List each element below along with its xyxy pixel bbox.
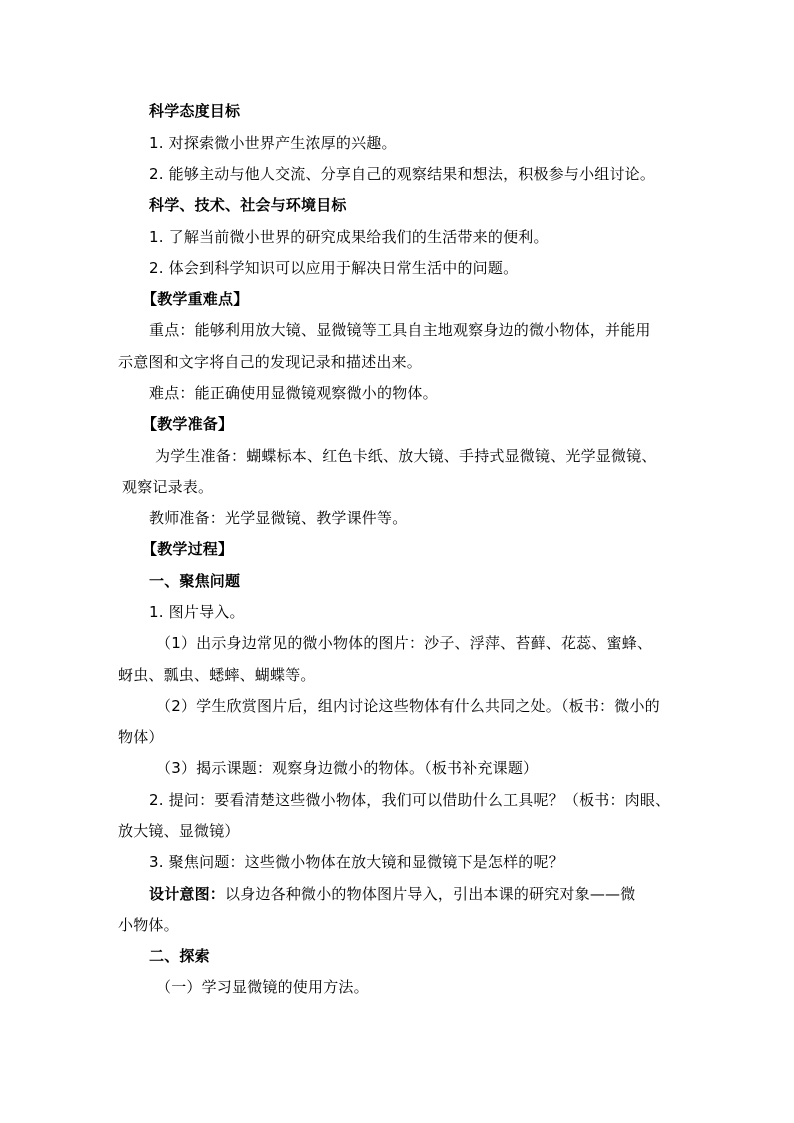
paragraph-line: （2）学生欣赏图片后，组内讨论这些物体有什么共同之处。（板书：微小的: [156, 697, 660, 715]
section-heading-sts: 科学、技术、社会与环境目标: [149, 196, 347, 214]
paragraph-line: 小物体。: [118, 916, 179, 934]
paragraph-line: 难点：能正确使用显微镜观察微小的物体。: [149, 384, 438, 402]
paragraph-line: 2. 体会到科学知识可以应用于解决日常生活中的问题。: [149, 259, 519, 277]
design-intent-label: 设计意图：: [149, 885, 226, 903]
paragraph-line: 1. 图片导入。: [149, 603, 245, 621]
paragraph-line: 观察记录表。: [122, 478, 214, 496]
paragraph-line: 3. 聚焦问题：这些微小物体在放大镜和显微镜下是怎样的呢？: [149, 853, 564, 871]
paragraph-line: 重点：能够利用放大镜、显微镜等工具自主地观察身边的微小物体，并能用: [149, 321, 651, 339]
section-heading-preparation: 【教学准备】: [142, 415, 234, 433]
paragraph-line: 2. 提问：要看清楚这些微小物体，我们可以借助什么工具呢？（板书：肉眼、: [149, 791, 671, 809]
paragraph-line: 放大镜、显微镜）: [118, 822, 240, 840]
design-intent-line: [149, 884, 635, 904]
paragraph-line: 教师准备：光学显微镜、教学课件等。: [149, 509, 408, 527]
subsection-heading-focus: 一、聚焦问题: [149, 572, 241, 590]
paragraph-line: 1. 对探索微小世界产生浓厚的兴趣。: [149, 134, 397, 152]
section-heading-attitude: 科学态度目标: [149, 102, 241, 120]
paragraph-line: 2. 能够主动与他人交流、分享自己的观察结果和想法，积极参与小组讨论。: [149, 165, 656, 183]
paragraph-line: 蚜虫、瓢虫、蟋蟀、蝴蝶等。: [118, 666, 316, 684]
design-intent-text: 以身边各种微小的物体图片导入，引出本课的研究对象——微: [225, 885, 636, 903]
subsection-heading-explore: 二、探索: [149, 947, 210, 965]
paragraph-line: 为学生准备：蝴蝶标本、红色卡纸、放大镜、手持式显微镜、光学显微镜、: [155, 447, 657, 465]
section-heading-key-points: 【教学重难点】: [142, 290, 249, 308]
paragraph-line: （一）学习显微镜的使用方法。: [156, 978, 369, 996]
section-heading-process: 【教学过程】: [142, 540, 234, 558]
paragraph-line: 物体）: [118, 728, 164, 746]
paragraph-line: 1. 了解当前微小世界的研究成果给我们的生活带来的便利。: [149, 228, 549, 246]
paragraph-line: 示意图和文字将自己的发现记录和描述出来。: [118, 353, 423, 371]
paragraph-line: （1）出示身边常见的微小物体的图片：沙子、浮萍、苔藓、花蕊、蜜蜂、: [156, 634, 653, 652]
paragraph-line: （3）揭示课题：观察身边微小的物体。（板书补充课题）: [156, 759, 539, 777]
